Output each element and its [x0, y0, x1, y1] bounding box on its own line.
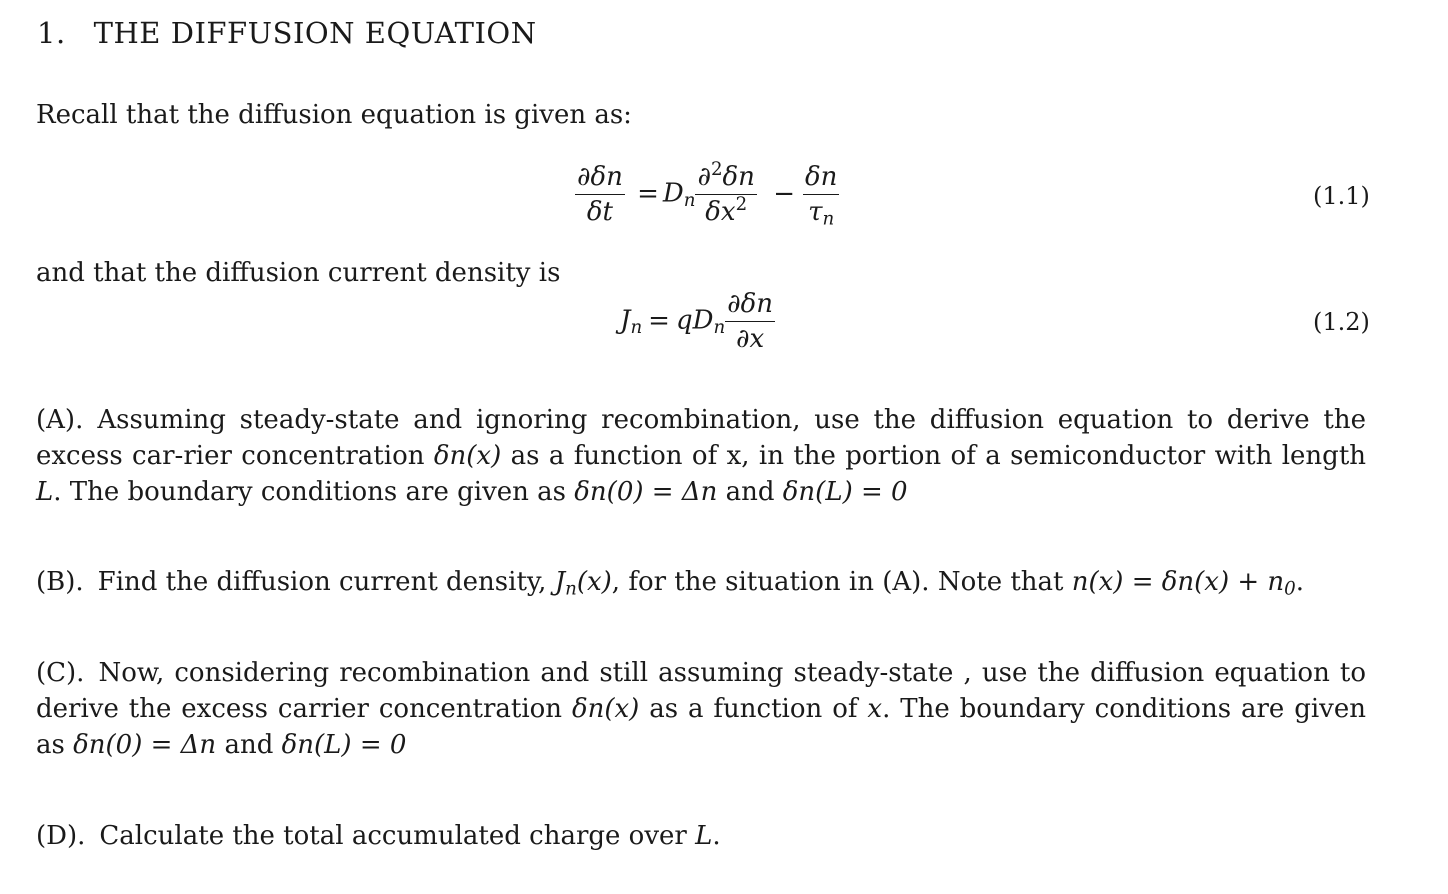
part-b-label: (B). — [36, 567, 84, 597]
part-c-math-3: δn(0) = Δn — [73, 730, 217, 760]
part-c-text-2: as a function of — [649, 694, 858, 724]
part-d-label: (D). — [36, 821, 86, 851]
part-c-text-4: and — [224, 730, 274, 760]
part-c-text-1: Now, considering recombination and still assuming steady-state , use the diffusion equation to derive the excess carrier concentration — [36, 658, 1366, 724]
part-a-label: (A). — [36, 405, 84, 435]
eq2-fraction: $\frac{\partial\delta n}{\partial x}$ — [727, 289, 774, 354]
part-c-math-2: x — [867, 694, 883, 724]
part-d-text-1: Calculate the total accumulated charge over — [99, 821, 687, 851]
intro-current-text: and that the diffusion current density is — [36, 258, 561, 288]
part-a-math-1: δn(x) — [433, 441, 502, 471]
equation-1-1: $\frac{\partial\delta n}{\delta t}$ = $D_n$ $\frac{\partial^2\delta n}{\delta x^2}$ − $\frac{\delta n}{\tau_n}$ — [577, 159, 838, 230]
part-c — [36, 655, 1366, 763]
part-a — [36, 402, 1366, 510]
part-a-text-1: Assuming steady-state and ignoring recombination, use the diffusion equation to derive the excess car-rier concentration — [36, 405, 1366, 471]
part-d — [36, 818, 1366, 854]
part-c-math-4: δn(L) = 0 — [281, 730, 407, 760]
part-b — [36, 564, 1366, 600]
part-b-text-2: , for the situation in (A). Note that — [611, 567, 1064, 597]
section-title: THE DIFFUSION EQUATION — [93, 16, 537, 50]
equation-number-1-1: (1.1) — [1313, 182, 1370, 210]
part-b-text-1: Find the diffusion current density, — [97, 567, 547, 597]
part-b-math-2: $n(x) = \delta n(x) + n_0$ — [1071, 567, 1296, 600]
part-d-math-1: L — [695, 821, 713, 851]
part-c-math-1: δn(x) — [571, 694, 640, 724]
part-a-text-4: and — [725, 477, 775, 507]
equation-1-2: $J_n = qD_n$ $\frac{\partial\delta n}{\partial x}$ — [620, 289, 774, 354]
eq1-lhs-fraction: $\frac{\partial\delta n}{\delta t}$ — [577, 162, 623, 227]
equation-number-1-2: (1.2) — [1313, 308, 1370, 336]
intro-recall-text: Recall that the diffusion equation is given as: — [36, 100, 632, 130]
part-c-label: (C). — [36, 658, 85, 688]
part-a-math-2: L — [36, 477, 54, 507]
part-a-text-2: as a function of x, in the portion of a semiconductor with length — [510, 441, 1367, 471]
section-number: 1. — [37, 16, 66, 50]
eq1-recombination-fraction: $\frac{\delta n}{\tau_n}$ — [804, 162, 838, 230]
part-a-math-3: δn(0) = Δn — [574, 477, 718, 507]
eq1-second-derivative-fraction: $\frac{\partial^2\delta n}{\delta x^2}$ — [697, 159, 755, 227]
part-b-text-3: . — [1295, 567, 1305, 597]
part-c-text-3: . The boundary conditions are given as — [36, 694, 1366, 760]
part-a-text-3: . The boundary conditions are given as — [53, 477, 567, 507]
part-d-text-2: . — [712, 821, 721, 851]
part-a-math-4: δn(L) = 0 — [782, 477, 908, 507]
part-b-math-1: $J_n(x)$ — [554, 567, 612, 600]
section-heading — [37, 16, 537, 50]
